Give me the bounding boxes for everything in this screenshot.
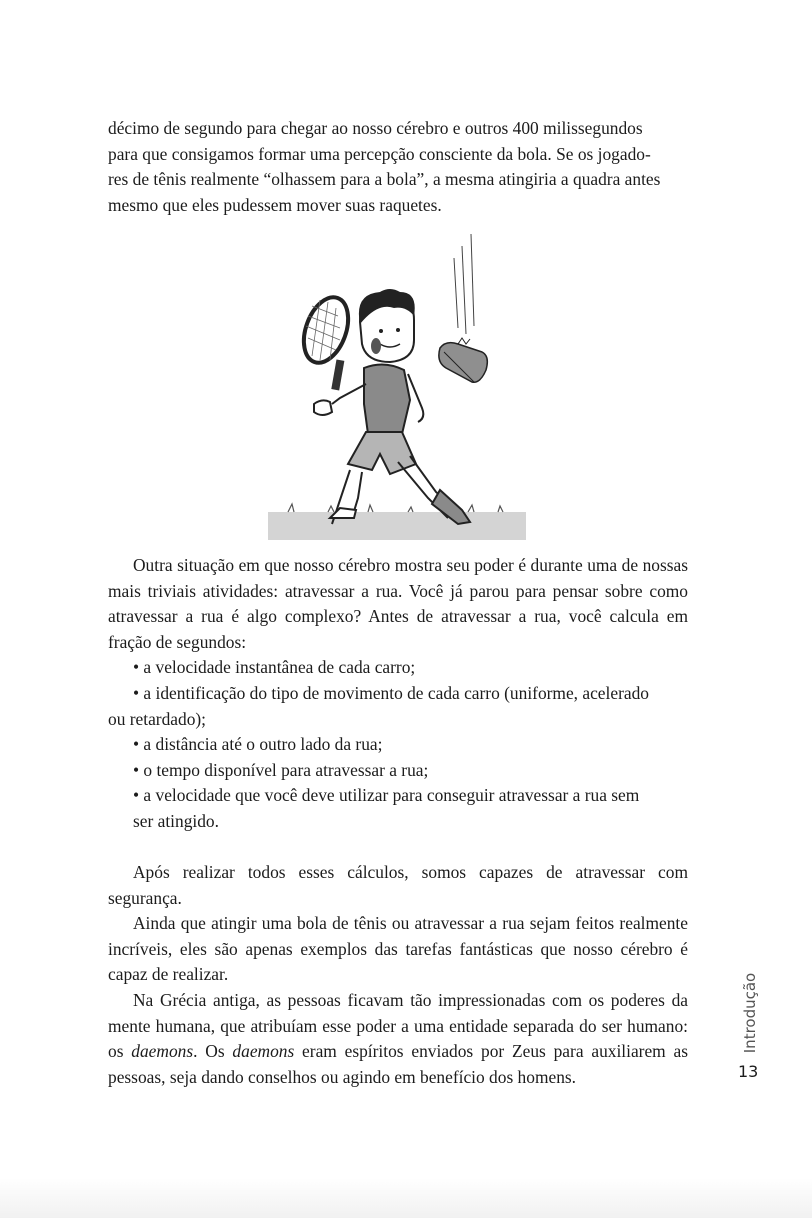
- player-head: [359, 289, 415, 362]
- list-item: • a velocidade instantânea de cada carro;: [133, 657, 416, 678]
- intro-line: mesmo que eles pudessem mover suas raquetes.: [108, 194, 442, 215]
- page-edge-shade: [0, 1178, 812, 1218]
- tennis-player-illustration: [268, 226, 526, 540]
- after-calc-paragraph: Após realizar todos esses cálculos, somos capazes de atravessar com segurança.: [108, 862, 688, 908]
- page-number: 13: [738, 1062, 759, 1081]
- greece-text: . Os: [193, 1041, 233, 1062]
- daemons-term: daemons: [131, 1041, 194, 1062]
- list-item: ou retardado);: [108, 708, 207, 729]
- tennis-racket-icon: [296, 291, 357, 390]
- falling-shoe-icon: [439, 234, 487, 382]
- greece-text: eram espíritos enviados por Zeus para auxiliarem as pessoas, seja dando conselhos ou agindo em benefício dos homens.: [108, 1041, 689, 1087]
- intro-paragraph: [108, 116, 688, 218]
- street-paragraph: Outra situação em que nosso cérebro mostra seu poder é durante uma de nossas mais triviais atividades: atravessar a rua. Você já parou para pensar sobre como atravessar a rua é algo complexo? Antes de atravessar a rua, você calcula em fração de segundos:: [108, 555, 688, 652]
- greece-text: Na Grécia antiga, as pessoas ficavam tão impressionadas com os poderes da mente humana, que atribuíam esse poder a uma entidade separada do ser humano: os: [108, 989, 688, 1062]
- street-section: [108, 553, 688, 835]
- list-item: • a distância até o outro lado da rua;: [133, 734, 383, 755]
- intro-line: décimo de segundo para chegar ao nosso cérebro e outros 400 milissegundos: [108, 118, 643, 138]
- intro-line: res de tênis realmente “olhassem para a bola”, a mesma atingiria a quadra antes: [108, 169, 661, 190]
- ground-strip: [268, 512, 526, 540]
- chapter-side-label: [736, 968, 764, 1058]
- daemons-term: daemons: [232, 1041, 295, 1062]
- chapter-label-text: Introdução: [741, 972, 759, 1054]
- greece-paragraph: [108, 988, 688, 1090]
- list-item: ser atingido.: [133, 810, 219, 831]
- intro-line: para que consigamos formar uma percepção consciente da bola. Se os jogado-: [108, 143, 651, 164]
- calculation-list: [108, 655, 688, 834]
- list-item: • a identificação do tipo de movimento de cada carro (uniforme, acelerado: [133, 682, 649, 703]
- feats-paragraph: Ainda que atingir uma bola de tênis ou atravessar a rua sejam feitos realmente incríveis, eles são apenas exemplos das tarefas fantásticas que nosso cérebro é capaz de realizar.: [108, 913, 688, 985]
- list-item: • a velocidade que você deve utilizar para conseguir atravessar a rua sem: [133, 785, 640, 806]
- list-item: • o tempo disponível para atravessar a rua;: [133, 759, 429, 780]
- closing-section: [108, 860, 688, 1090]
